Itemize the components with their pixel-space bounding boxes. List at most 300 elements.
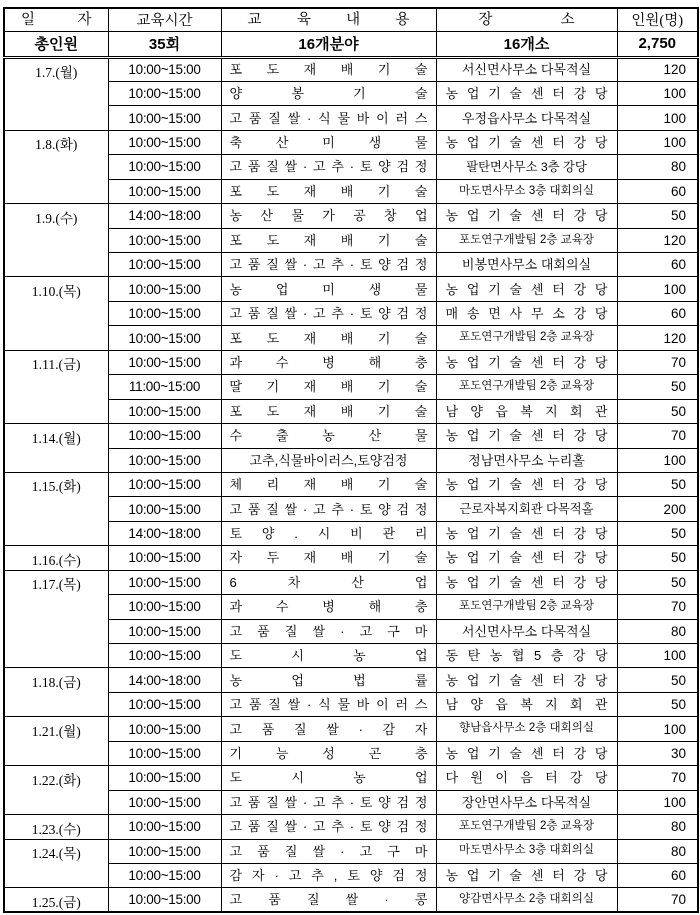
count-cell: 50	[617, 204, 698, 228]
text-segment: 정	[414, 819, 428, 835]
time-cell: 10:00~15:00	[108, 595, 221, 619]
text-segment: 터	[552, 135, 565, 151]
text-segment: 생	[368, 281, 382, 297]
text-segment: ·	[306, 110, 312, 126]
text-segment: 술	[509, 526, 523, 542]
text-segment: 토	[347, 868, 360, 884]
text-segment: 질	[266, 306, 279, 322]
text-segment: 질	[284, 843, 298, 859]
text-segment: 품	[247, 794, 261, 810]
text-segment: 질	[266, 794, 279, 810]
text-segment: 고	[229, 159, 243, 175]
place-cell	[436, 546, 617, 570]
text-segment: 업	[466, 477, 480, 493]
place-cell	[436, 668, 617, 692]
text-segment: 농	[445, 281, 459, 297]
text-segment: ·	[306, 697, 312, 713]
place-cell: 장안면사무소 다목적실	[436, 790, 617, 814]
text-segment: 마	[414, 843, 428, 859]
text-segment: 당	[594, 428, 608, 444]
text-segment: 일	[21, 11, 36, 28]
text-segment: 쌀	[326, 721, 339, 737]
table-row	[4, 106, 698, 130]
text-segment: ·	[349, 501, 355, 517]
text-segment: 강	[573, 477, 587, 493]
time-cell: 10:00~15:00	[108, 888, 221, 912]
time-cell: 10:00~15:00	[108, 253, 221, 277]
content-cell	[221, 472, 436, 496]
text-segment: 업	[414, 574, 428, 590]
text-segment: 업	[466, 550, 480, 566]
date-cell: 1.24.(목)	[4, 839, 108, 888]
text-segment: 쌀	[345, 892, 359, 908]
text-segment: 재	[303, 62, 317, 78]
text-segment: 해	[368, 599, 382, 615]
count-cell: 50	[617, 692, 698, 716]
text-segment: 검	[396, 306, 410, 322]
date-cell: 1.15.(화)	[4, 472, 108, 545]
text-segment: 식	[318, 110, 331, 126]
text-segment: 기	[488, 135, 501, 151]
content-cell	[221, 253, 436, 277]
count-cell: 120	[617, 228, 698, 252]
text-segment: 시	[317, 526, 331, 542]
text-segment: 고	[229, 501, 243, 517]
date-cell: 1.9.(수)	[4, 204, 108, 277]
text-segment: 센	[530, 428, 544, 444]
place-cell: 양감면사무소 2층 대회의실	[436, 888, 617, 912]
text-segment: 배	[340, 403, 354, 419]
summary-session-count: 35회	[108, 31, 221, 57]
text-segment: 질	[266, 159, 279, 175]
content-cell	[221, 790, 436, 814]
time-cell: 10:00~15:00	[108, 155, 221, 179]
text-segment: 고	[313, 306, 326, 322]
text-segment: 품	[257, 843, 270, 859]
text-segment: 이	[376, 110, 389, 126]
text-segment: 터	[552, 281, 565, 297]
place-cell	[436, 472, 617, 496]
time-cell: 10:00~15:00	[108, 179, 221, 203]
place-cell: 정남면사무소 누리홀	[436, 448, 617, 472]
text-segment: 고	[313, 257, 326, 273]
content-cell	[221, 155, 436, 179]
text-segment: 시	[291, 770, 304, 786]
text-segment: 술	[414, 550, 428, 566]
time-cell: 14:00~18:00	[108, 204, 221, 228]
text-segment: 딸	[229, 379, 243, 395]
text-segment: 농	[445, 672, 459, 688]
text-segment: 다	[445, 770, 459, 786]
text-segment: 술	[509, 281, 523, 297]
table-row	[4, 644, 698, 668]
text-segment: 시	[291, 648, 304, 664]
text-segment: 품	[247, 306, 261, 322]
count-cell: 50	[617, 570, 698, 594]
place-cell	[436, 741, 617, 765]
content-cell	[221, 130, 436, 154]
text-segment: 터	[545, 770, 558, 786]
text-segment: 농	[445, 526, 459, 542]
text-segment: 검	[392, 868, 405, 884]
text-segment: 포	[229, 183, 243, 199]
count-cell: 100	[617, 790, 698, 814]
text-segment: 고	[313, 794, 326, 810]
text-segment: 질	[268, 697, 281, 713]
text-segment: 기	[377, 183, 391, 199]
text-segment: 마	[414, 623, 428, 639]
text-segment: ·	[340, 843, 345, 859]
text-segment: 배	[340, 232, 354, 248]
date-cell: 1.18.(금)	[4, 668, 108, 717]
text-segment: 양	[470, 697, 483, 713]
content-cell	[221, 766, 436, 790]
text-segment: 자	[414, 721, 428, 737]
text-segment: 정	[414, 501, 428, 517]
text-segment: 고	[229, 110, 243, 126]
text-segment: 농	[489, 648, 503, 664]
text-segment: 술	[509, 354, 523, 370]
text-segment: 콩	[414, 892, 428, 908]
count-cell: 50	[617, 399, 698, 423]
text-segment: 업	[466, 526, 480, 542]
text-segment: 업	[466, 208, 480, 224]
text-segment: 병	[322, 599, 335, 615]
text-segment: 기	[377, 62, 391, 78]
text-segment: 기	[377, 232, 391, 248]
text-segment: 고	[229, 892, 243, 908]
text-segment: 능	[275, 745, 289, 761]
date-cell: 1.7.(월)	[4, 57, 108, 130]
table-row	[4, 497, 698, 521]
text-segment: 포	[229, 403, 243, 419]
content-cell	[221, 399, 436, 423]
text-segment: 협	[511, 648, 525, 664]
text-segment: 기	[488, 354, 501, 370]
text-segment: 기	[488, 526, 501, 542]
text-segment: 기	[488, 745, 501, 761]
text-segment: 당	[594, 574, 608, 590]
text-segment: 식	[318, 697, 331, 713]
text-segment: 도	[266, 183, 280, 199]
place-cell: 포도연구개발팀 2층 교육장	[436, 228, 617, 252]
text-segment: 송	[466, 306, 480, 322]
table-row	[4, 277, 698, 301]
table-row	[4, 619, 698, 643]
text-segment: 당	[594, 770, 608, 786]
text-segment: 당	[594, 86, 608, 102]
count-cell: 100	[617, 130, 698, 154]
text-segment: 품	[247, 159, 261, 175]
text-segment: 토	[359, 501, 373, 517]
text-segment: 물	[337, 110, 350, 126]
text-segment: 터	[552, 868, 565, 884]
time-cell: 10:00~15:00	[108, 130, 221, 154]
text-segment: 스	[414, 110, 428, 126]
text-segment: 리	[414, 526, 428, 542]
text-segment: 충	[414, 354, 428, 370]
text-segment: 도	[229, 648, 243, 664]
text-segment: 층	[550, 648, 564, 664]
header-time: 교육시간	[108, 8, 221, 31]
text-segment: 농	[445, 477, 459, 493]
text-segment: 업	[466, 672, 480, 688]
count-cell: 120	[617, 326, 698, 350]
text-segment: 강	[573, 86, 587, 102]
text-segment: ·	[340, 623, 345, 639]
text-segment: 양	[369, 868, 383, 884]
text-segment: 장	[478, 11, 493, 28]
count-cell: 50	[617, 521, 698, 545]
text-segment: 바	[356, 697, 370, 713]
text-segment: ,	[333, 868, 338, 884]
text-segment: 포	[229, 232, 243, 248]
text-segment: 쌀	[287, 697, 301, 713]
text-segment: 육	[296, 11, 311, 28]
text-segment: 검	[396, 159, 410, 175]
content-cell	[221, 326, 436, 350]
text-segment: 지	[545, 697, 558, 713]
text-segment: 농	[445, 86, 459, 102]
date-cell: 1.25.(금)	[4, 888, 108, 912]
text-segment: 업	[466, 354, 480, 370]
table-row	[4, 521, 698, 545]
text-segment: 고	[229, 794, 243, 810]
date-cell: 1.11.(금)	[4, 350, 108, 423]
text-segment: 도	[266, 403, 280, 419]
table-row	[4, 399, 698, 423]
text-segment: 토	[359, 819, 373, 835]
count-cell: 100	[617, 106, 698, 130]
text-segment: 농	[445, 574, 459, 590]
text-segment: 기	[266, 379, 280, 395]
place-cell: 비봉면사무소 대회의실	[436, 253, 617, 277]
text-segment: 배	[340, 379, 354, 395]
text-segment: 출	[275, 428, 289, 444]
text-segment: 구	[387, 843, 400, 859]
text-segment: 기	[488, 86, 501, 102]
content-cell	[221, 350, 436, 374]
text-segment: 감	[382, 721, 396, 737]
text-segment: 술	[509, 550, 523, 566]
text-segment: ·	[358, 721, 363, 737]
content-cell	[221, 301, 436, 325]
text-segment: 이	[495, 770, 508, 786]
content-cell	[221, 521, 436, 545]
text-segment: 내	[346, 11, 361, 28]
text-segment: 농	[445, 745, 459, 761]
text-segment: 기	[488, 428, 501, 444]
text-segment: 농	[353, 648, 366, 664]
text-segment: 터	[552, 428, 565, 444]
text-segment: 농	[229, 281, 243, 297]
table-row	[4, 253, 698, 277]
text-segment: 미	[322, 135, 335, 151]
text-segment: 품	[248, 697, 262, 713]
text-segment: 고	[313, 819, 326, 835]
text-segment: 고	[288, 868, 302, 884]
place-cell: 근로자복지회관 다목적홀	[436, 497, 617, 521]
text-segment: 배	[340, 550, 354, 566]
header-place	[436, 8, 617, 31]
text-segment: 센	[530, 354, 544, 370]
header-count: 인원(명)	[617, 8, 698, 31]
text-segment: 고	[229, 306, 243, 322]
date-cell: 1.17.(목)	[4, 570, 108, 668]
table-row	[4, 863, 698, 887]
text-segment: 강	[573, 868, 587, 884]
time-cell: 10:00~15:00	[108, 228, 221, 252]
count-cell: 70	[617, 424, 698, 448]
text-segment: 농	[322, 428, 335, 444]
content-cell	[221, 570, 436, 594]
text-segment: 강	[573, 281, 587, 297]
text-segment: 검	[396, 819, 410, 835]
text-segment: 술	[509, 428, 523, 444]
date-cell: 1.8.(화)	[4, 130, 108, 203]
text-segment: 미	[322, 281, 335, 297]
place-cell: 팔탄면사무소 3층 강당	[436, 155, 617, 179]
text-segment: 술	[509, 135, 523, 151]
table-row	[4, 448, 698, 472]
text-segment: 탄	[467, 648, 481, 664]
text-segment: 술	[414, 330, 428, 346]
time-cell: 10:00~15:00	[108, 448, 221, 472]
content-cell	[221, 888, 436, 912]
text-segment: ·	[274, 868, 279, 884]
text-segment: 농	[445, 208, 459, 224]
text-segment: 술	[414, 403, 428, 419]
text-segment: ·	[349, 819, 355, 835]
place-cell: 마도면사무소 3층 대회의실	[436, 179, 617, 203]
content-cell	[221, 277, 436, 301]
time-cell: 10:00~15:00	[108, 399, 221, 423]
text-segment: 업	[414, 648, 428, 664]
text-segment: 과	[229, 354, 243, 370]
content-cell	[221, 106, 436, 130]
text-segment: 차	[287, 574, 301, 590]
content-cell	[221, 741, 436, 765]
text-segment: 수	[275, 354, 289, 370]
table-row	[4, 595, 698, 619]
text-segment: ·	[302, 257, 308, 273]
text-segment: 포	[229, 62, 243, 78]
count-cell: 50	[617, 375, 698, 399]
text-segment: 당	[594, 135, 608, 151]
text-segment: 기	[229, 745, 243, 761]
table-row	[4, 766, 698, 790]
text-segment: 지	[545, 403, 558, 419]
text-segment: 질	[268, 110, 281, 126]
text-segment: 추	[331, 501, 344, 517]
time-cell: 10:00~15:00	[108, 619, 221, 643]
content-cell	[221, 179, 436, 203]
place-cell: 포도연구개발팀 2층 교육장	[436, 375, 617, 399]
text-segment: ·	[302, 819, 308, 835]
date-cell: 1.10.(목)	[4, 277, 108, 350]
count-cell: 60	[617, 179, 698, 203]
text-segment: 배	[340, 330, 354, 346]
text-segment: 기	[377, 477, 391, 493]
content-cell	[221, 546, 436, 570]
text-segment: 봉	[291, 86, 304, 102]
time-cell: 10:00~15:00	[108, 326, 221, 350]
text-segment: 동	[445, 648, 459, 664]
table-row	[4, 570, 698, 594]
text-segment: 당	[594, 868, 608, 884]
text-segment: 양	[378, 819, 391, 835]
table-row	[4, 717, 698, 741]
table-row	[4, 424, 698, 448]
text-segment: 회	[570, 403, 583, 419]
text-segment: 기	[353, 86, 366, 102]
text-segment: 당	[594, 354, 608, 370]
content-cell	[221, 81, 436, 105]
text-segment: ·	[302, 794, 308, 810]
text-segment: 술	[509, 208, 523, 224]
text-segment: 당	[594, 281, 608, 297]
text-segment: 해	[368, 354, 382, 370]
date-cell: 1.16.(수)	[4, 546, 108, 570]
text-segment: 업	[466, 86, 480, 102]
content-cell	[221, 668, 436, 692]
place-cell	[436, 350, 617, 374]
text-segment: 고	[229, 623, 243, 639]
text-segment: 품	[247, 257, 261, 273]
summary-field-count: 16개분야	[221, 31, 436, 57]
text-segment: 양	[378, 501, 391, 517]
content-cell	[221, 57, 436, 81]
text-segment: 재	[303, 183, 317, 199]
text-segment: 당	[594, 745, 608, 761]
content-cell	[221, 815, 436, 839]
count-cell: 100	[617, 644, 698, 668]
time-cell: 14:00~18:00	[108, 668, 221, 692]
text-segment: 업	[291, 672, 304, 688]
time-cell: 11:00~15:00	[108, 375, 221, 399]
table-row	[4, 472, 698, 496]
text-segment: 토	[359, 794, 373, 810]
text-segment: 질	[284, 623, 298, 639]
text-segment: 술	[414, 86, 428, 102]
summary-total-label: 총인원	[4, 31, 108, 57]
text-segment: 터	[552, 672, 565, 688]
content-cell: 고추,식물바이러스,토양검정	[221, 448, 436, 472]
content-cell	[221, 619, 436, 643]
count-cell: 70	[617, 888, 698, 912]
text-segment: 감	[229, 868, 243, 884]
content-cell	[221, 424, 436, 448]
text-segment: ·	[349, 257, 355, 273]
table-row	[4, 815, 698, 839]
text-segment: 품	[268, 892, 281, 908]
text-segment: 회	[570, 697, 583, 713]
text-segment: 터	[552, 745, 565, 761]
text-segment: 센	[530, 86, 544, 102]
place-cell	[436, 766, 617, 790]
text-segment: 토	[359, 159, 373, 175]
text-segment: 관	[594, 697, 608, 713]
text-segment: 토	[229, 526, 243, 542]
table-row	[4, 155, 698, 179]
count-cell: 80	[617, 155, 698, 179]
header-date	[4, 8, 108, 31]
text-segment: 센	[530, 477, 544, 493]
place-cell: 우정읍사무소 다목적실	[436, 106, 617, 130]
time-cell: 10:00~15:00	[108, 570, 221, 594]
content-cell	[221, 644, 436, 668]
count-cell: 80	[617, 839, 698, 863]
